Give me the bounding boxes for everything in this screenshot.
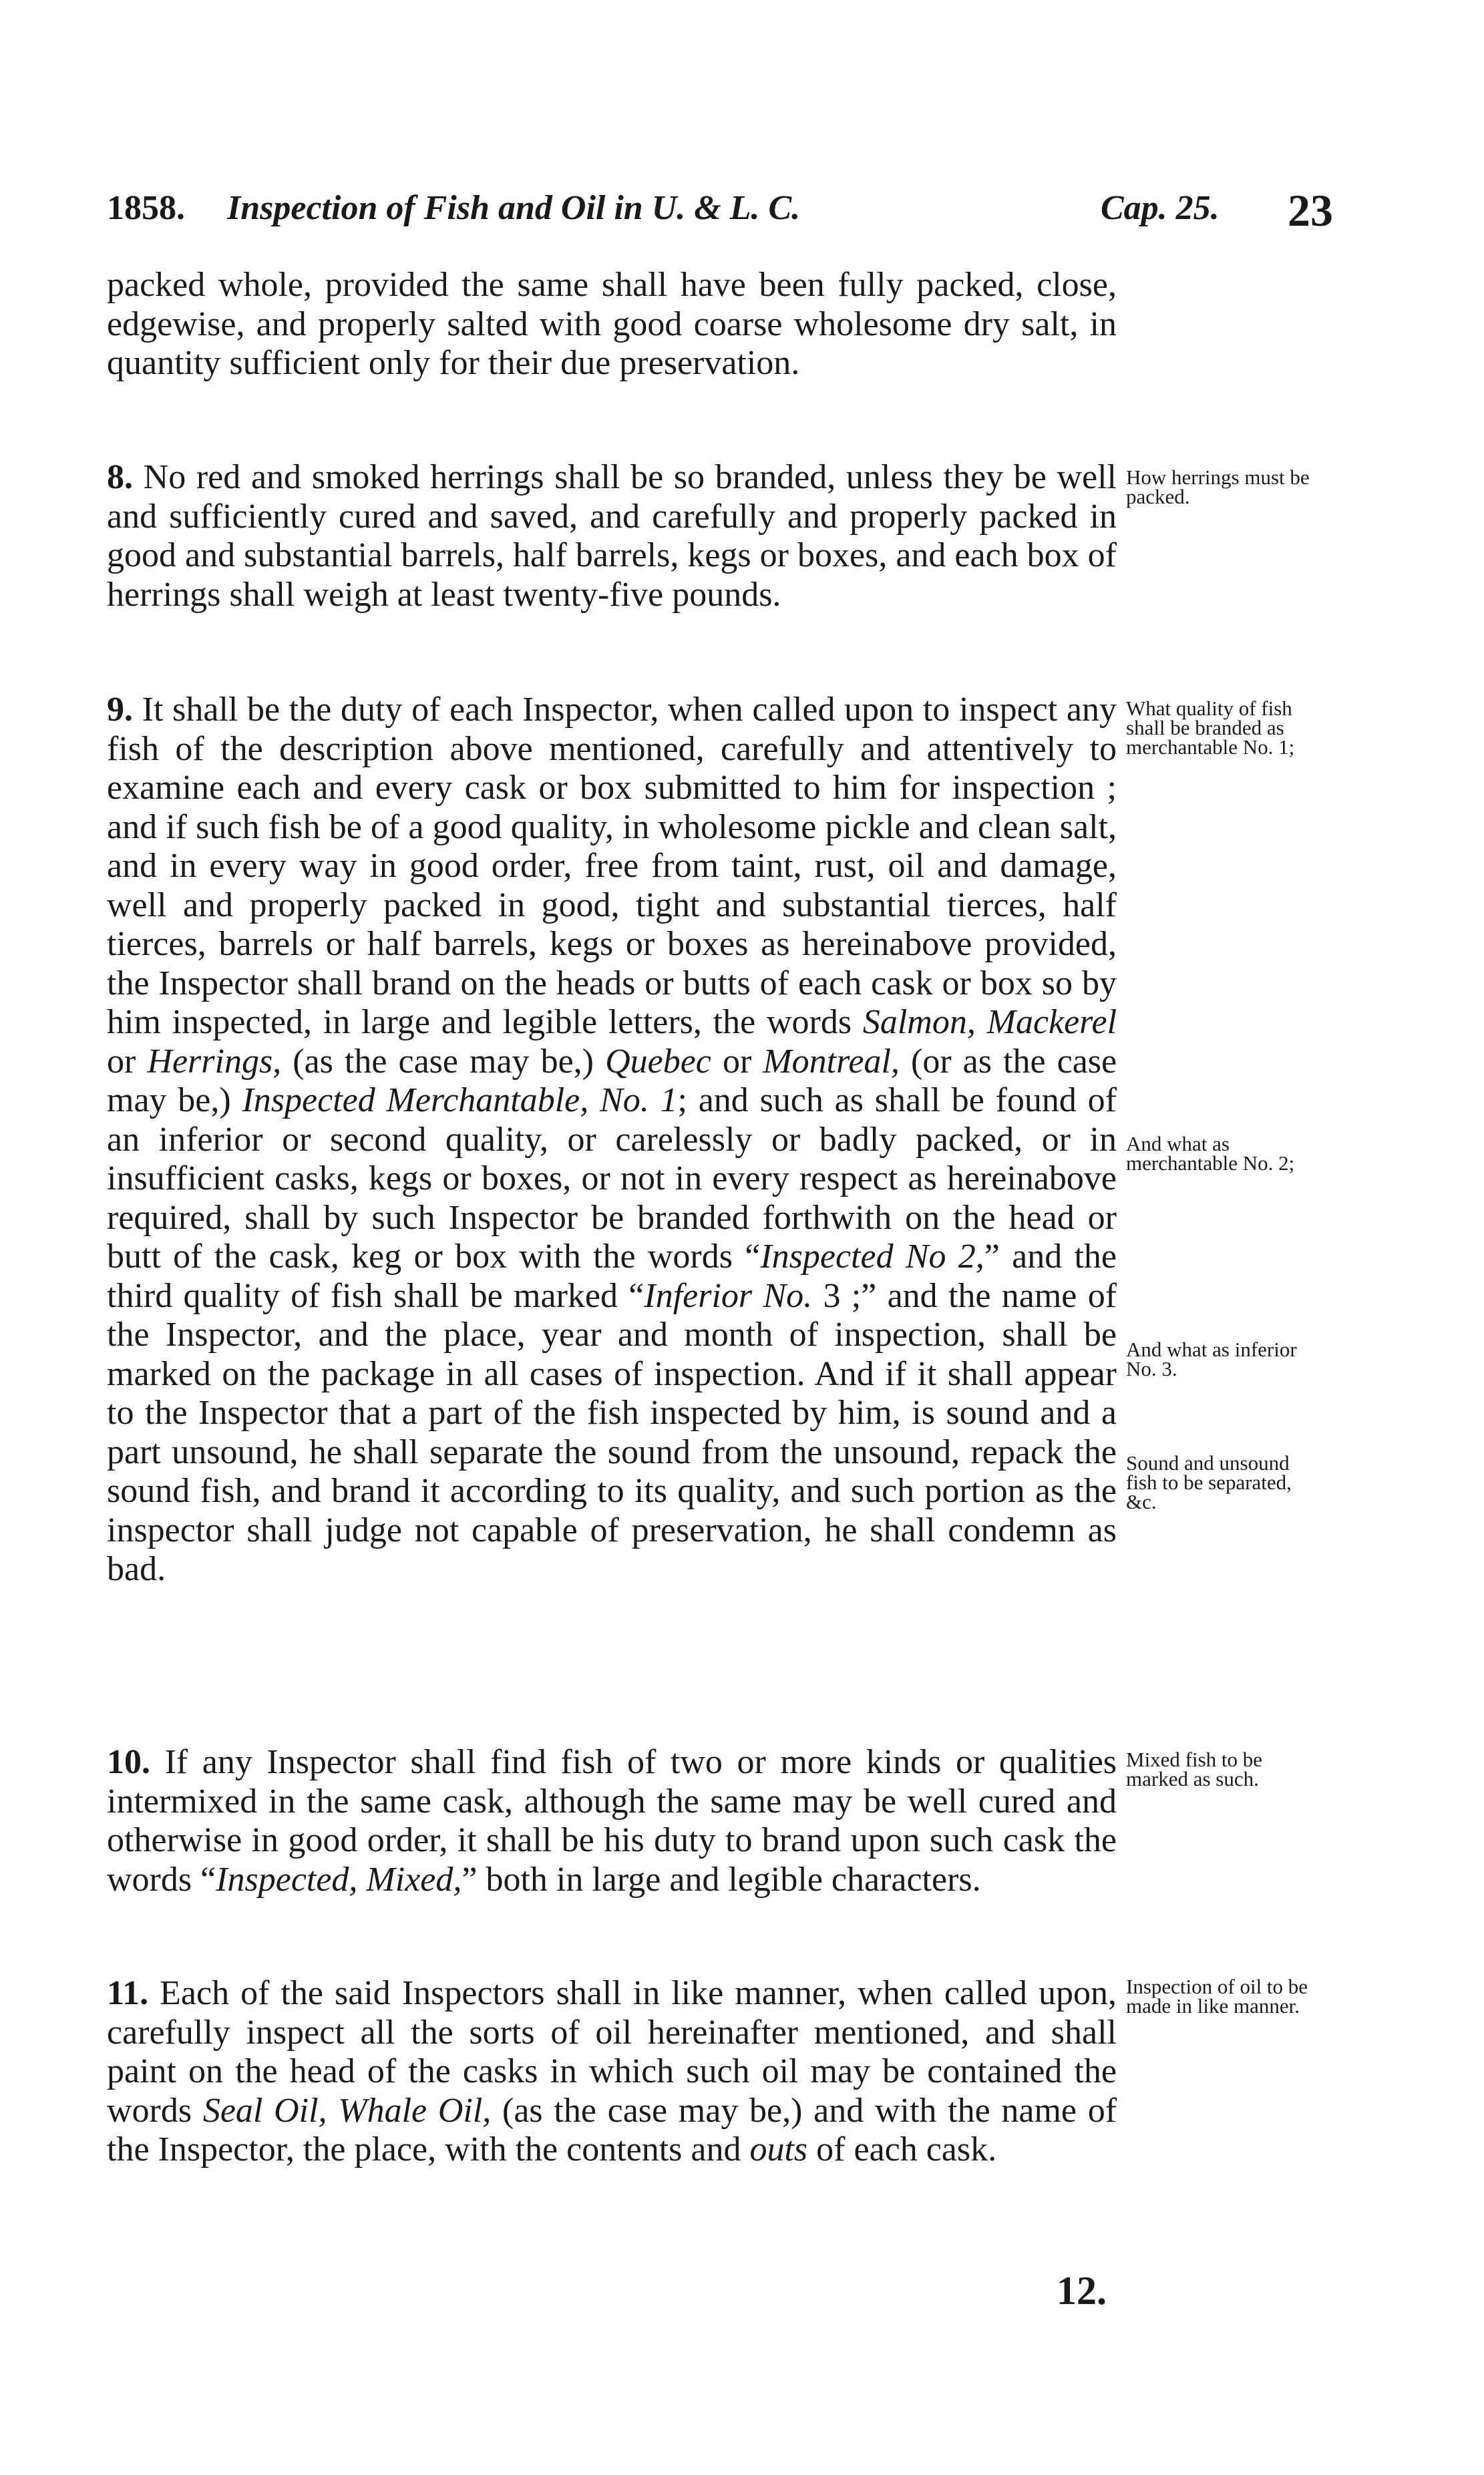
paragraph-continuation: packed whole, provided the same shall have been fully packed, close, edgewise, and properly salted with good coarse wholesome dry salt, in quantity sufficient only for their due preservation. xyxy=(107,266,1117,382)
margin-note: And what as merchantable No. 2; xyxy=(1126,1132,1295,1175)
section-number: 8. xyxy=(107,458,133,496)
section-number: 9. xyxy=(107,691,133,729)
section-10: 10. If any Inspector shall find fish of two or more kinds or qualities intermixed in the same cask, although the same may be well cured and otherwise in good order, it shall be his duty to brand upon such cask the words “Inspected, Mixed,” both in large and legible characters. xyxy=(107,1743,1117,1899)
margin-note: What quality of fish shall be branded as merchantable No. 1; xyxy=(1126,697,1295,759)
section-number: 11. xyxy=(107,1974,149,2012)
page-header xyxy=(107,185,1333,242)
header-chapter: Cap. 25. xyxy=(1101,189,1220,227)
section-8: 8. No red and smoked herrings shall be so branded, unless they be well and sufficiently cured and saved, and carefully and properly packed in good and substantial barrels, half barrels, kegs or boxes, and each box of herrings shall weigh at least twenty-five pounds. xyxy=(107,458,1117,614)
margin-note: Mixed fish to be marked as such. xyxy=(1126,1748,1263,1790)
section-number: 10. xyxy=(107,1743,150,1781)
margin-note: And what as inferior No. 3. xyxy=(1126,1338,1297,1380)
margin-note: How herrings must be packed. xyxy=(1126,465,1310,508)
header-year: 1858. xyxy=(107,189,185,227)
margin-note: Inspection of oil to be made in like manner. xyxy=(1126,1975,1308,2018)
signature-mark: 12. xyxy=(1057,2269,1107,2313)
margin-note: Sound and unsound fish to be separated, &c. xyxy=(1126,1451,1292,1513)
header-title: Inspection of Fish and Oil in U. & L. C. xyxy=(227,189,801,227)
section-11: 11. Each of the said Inspectors shall in like manner, when called upon, carefully inspect all the sorts of oil hereinafter mentioned, and shall paint on the head of the casks in which such oil may be contained the words Seal Oil, Whale Oil, (as the case may be,) and with the name of the Inspector, the place, with the contents and outs of each cask. xyxy=(107,1974,1117,2168)
page-number: 23 xyxy=(1288,185,1333,236)
section-9: 9. It shall be the duty of each Inspector, when called upon to inspect any fish of the description above mentioned, carefully and attentively to examine each and every cask or box submitted to him for inspection ; and if such fish be of a good quality, in wholesome pickle and clean salt, and in every way in good order, free from taint, rust, oil and damage, well and properly packed in good, tight and substantial tierces, half tierces, barrels or half barrels, kegs or boxes as hereinabove provided, the Inspector shall brand on the heads or butts of each cask or box so by him inspected, in large and legible letters, the words Salmon, Mackerel or Herrings, (as the case may be,) Quebec or Montreal, (or as the case may be,) Inspected Merchantable, No. 1; and such as shall be found of an inferior or second quality, or carelessly or badly packed, or in insufficient casks, kegs or boxes, or not in every respect as hereinabove required, shall by such Inspector be branded forthwith on the head or butt of the cask, keg or box with the words “Inspected No 2,” and the third quality of fish shall be marked “Inferior No. 3 ;” and the name of the Inspector, and the place, year and month of inspection, shall be marked on the package in all cases of inspection. And if it shall appear to the Inspector that a part of the fish inspected by him, is sound and a part unsound, he shall separate the sound from the unsound, repack the sound fish, and brand it according to its quality, and such portion as the inspector shall judge not capable of preservation, he shall condemn as bad. xyxy=(107,691,1117,1588)
